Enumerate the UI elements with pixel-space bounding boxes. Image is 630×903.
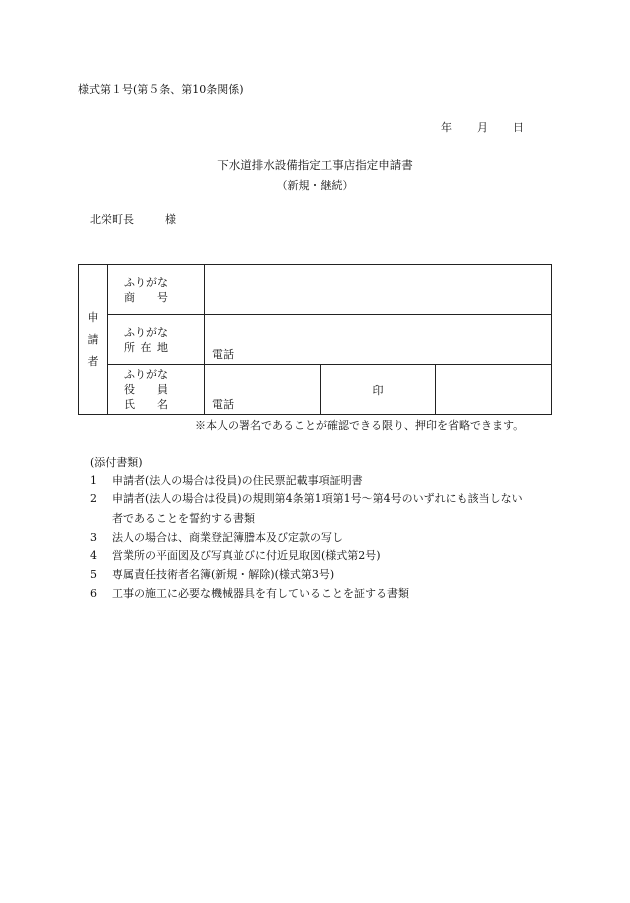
officer-name-label: ふりがな 役 員 氏 名 — [108, 365, 205, 415]
seal-label: 印 — [320, 365, 436, 415]
addressee — [90, 211, 176, 227]
officer-name-field[interactable] — [205, 365, 321, 415]
date-year: 年 — [441, 121, 452, 134]
address-label: ふりがな 所 在 地 — [108, 315, 205, 365]
date-line — [441, 119, 524, 135]
document-title: 下水道排水設備指定工事店指定申請書 — [217, 158, 413, 172]
list-item: 6 工事の施工に必要な機械器具を有していることを証する書類 — [90, 587, 409, 600]
list-item: 4 営業所の平面図及び写真並びに付近見取図(様式第2号) — [90, 549, 381, 562]
seal-field[interactable] — [436, 365, 552, 415]
date-month: 月 — [477, 121, 488, 134]
address-phone-label: 電話 — [212, 348, 234, 361]
officer-phone-label: 電話 — [212, 398, 234, 411]
table-row — [79, 365, 552, 415]
addressee-name: 北栄町長 — [90, 213, 134, 226]
company-name-label: ふりがな 商 号 — [108, 265, 205, 315]
list-item: 2 申請者(法人の場合は役員)の規則第4条第1項第1号～第4号のいずれにも該当しない — [90, 492, 523, 505]
applicant-table — [78, 264, 552, 415]
attachments-heading: (添付書類) — [90, 456, 143, 469]
addressee-honorific: 様 — [165, 213, 176, 226]
table-row — [79, 265, 552, 315]
signature-note: ※本人の署名であることが確認できる限り、押印を省略できます。 — [195, 419, 525, 432]
date-day: 日 — [513, 121, 524, 134]
list-item: 1 申請者(法人の場合は役員)の住民票記載事項証明書 — [90, 474, 363, 487]
list-item-continuation: 者であることを誓約する書類 — [112, 512, 255, 525]
document-subtitle: （新規・継続） — [276, 179, 354, 192]
list-item: 5 専属責任技術者名簿(新規・解除)(様式第3号) — [90, 568, 335, 581]
table-row — [79, 315, 552, 365]
applicant-side-label: 申 請 者 — [79, 265, 108, 415]
company-name-field[interactable] — [205, 265, 552, 315]
list-item: 3 法人の場合は、商業登記簿謄本及び定款の写し — [90, 531, 343, 544]
form-reference: 様式第１号(第５条、第10条関係) — [78, 83, 244, 96]
address-field[interactable] — [205, 315, 552, 365]
